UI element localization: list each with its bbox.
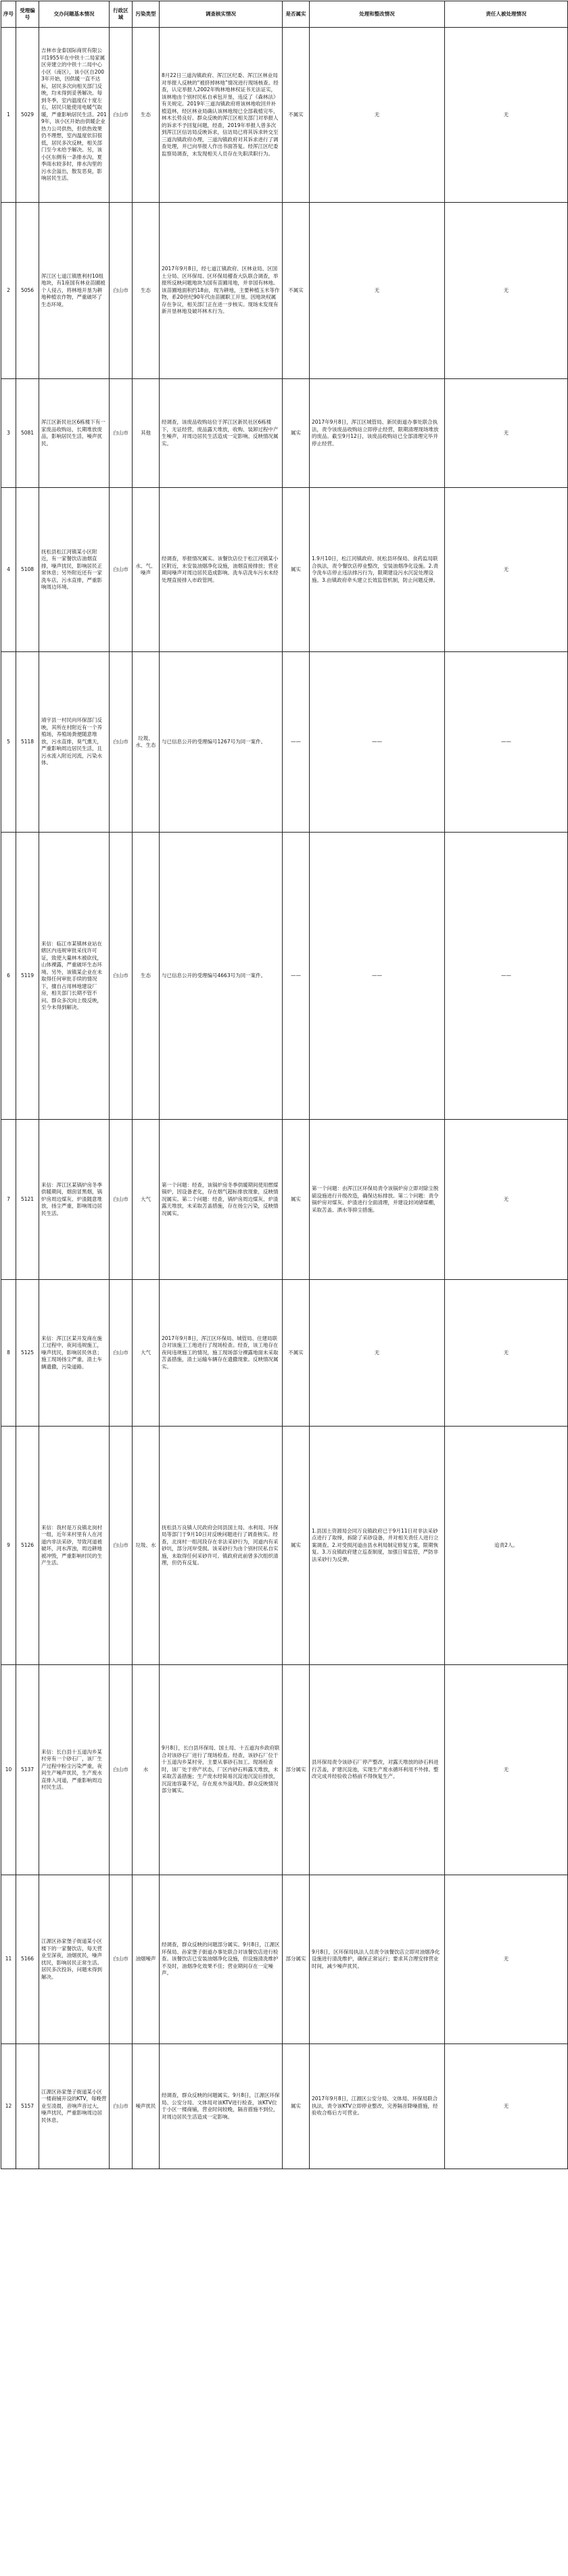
cell-finding: 与已信息公开的受理编号1267号为同一案件。 xyxy=(160,652,283,833)
cell-no: 1 xyxy=(1,28,16,203)
cell-handling: 无 xyxy=(310,28,445,203)
cell-no: 3 xyxy=(1,379,16,488)
cell-finding: 经调查，群众反映的问题部分属实。9月8日，江源区环保局、孙家堡子街道办事处联合对该餐饮店进行检查。该餐饮店已安装油烟净化设施，但设施清洗维护不及时，油烟净化效果不佳；营业期间存在一定噪声。 xyxy=(160,1875,283,2044)
cell-handling: 2017年9月8日，浑江区城管局、新民街道办事处联合执法，责令该废品收购站立即停止经营，限期清理现场堆放的废品。截至9月12日，该废品收购站已全部清理完毕并停止经营。 xyxy=(310,379,445,488)
cell-no: 9 xyxy=(1,1427,16,1665)
cell-type: 噪声扰民 xyxy=(133,2044,160,2169)
cell-finding: 9月8日，长白县环保局、国土局、十五道沟乡政府联合对该砂石厂进行了现场检查。经查，该砂石厂位于十五道沟乡某村旁，主要从事砂石加工。现场检查时，该厂处于停产状态，厂区内砂石料露天堆放，未采取苫盖措施；生产废水经简易沉淀池沉淀后排放，沉淀池容量不足，存在废水外溢风险。群众反映情况部分属实。 xyxy=(160,1665,283,1875)
header-id: 受理编号 xyxy=(16,1,39,28)
cell-finding: 8月22日三道沟镇政府、浑江区纪委、浑江区林业局对举报人反映的“被挤掉林地”情况进行现场核查。经查，认定举报人2002年购林地林权证书无法证实，该林地由个别村民私自承包开垦，违反了《森林法》有关规定。2019年三道沟镇政府将该林地收回并补植造林，经区林业局确认该林地现已全部栽植完毕，林木长势良好。群众反映的浑江区相关部门对举报人的诉求不予回复问题，经查，2019年举报人曾多次到浑江区信访局反映诉求，信访局已将其诉求转交至三道沟镇政府办理，三道沟镇政府对其诉求进行了调查处理，并已向举报人作出书面答复。经浑江区纪委监察局调查，未发现相关人员存在失职渎职行为。 xyxy=(160,28,283,203)
table-row xyxy=(1,652,568,833)
cell-no: 10 xyxy=(1,1665,16,1875)
cell-verified: —— xyxy=(283,652,310,833)
cell-finding: 第一个问题：经查，该锅炉房冬季供暖期间使用燃煤锅炉，因设备老化，存在烟气超标排放现象，反映情况属实。第二个问题：经查，锅炉房周边煤灰、炉渣露天堆放，未采取苫盖措施，存在扬尘污染，反映情况属实。 xyxy=(160,1120,283,1280)
cell-no: 2 xyxy=(1,203,16,379)
cell-verified: 部分属实 xyxy=(283,1875,310,2044)
cell-id: 5081 xyxy=(16,379,39,488)
cell-problem: 浑江区新民社区6栋楼下有一家废品收购站，长期堆放废品，影响居民生活，噪声扰民。 xyxy=(39,379,110,488)
cell-finding: 经调查，举报情况属实。该餐饮店位于松江河镇某小区附近，未安装油烟净化设施，油烟直接排放；营业期间噪声对周边居民造成影响。洗车店洗车污水未经处理直接排入市政管网。 xyxy=(160,488,283,652)
cell-id: 5126 xyxy=(16,1427,39,1665)
cell-accountability: 无 xyxy=(445,203,568,379)
cell-accountability: —— xyxy=(445,833,568,1120)
cell-type: 大气 xyxy=(133,1120,160,1280)
cell-verified: 不属实 xyxy=(283,203,310,379)
cell-no: 12 xyxy=(1,2044,16,2169)
cell-problem: 江源区孙家堡子街道某小区楼下的一家餐饮店，每天营业至深夜，油烟扰民，噪声扰民，影响居民正常生活。居民多次投诉，问题未得到解决。 xyxy=(39,1875,110,2044)
cell-accountability: 无 xyxy=(445,1875,568,2044)
cell-problem: 来信：浑江区某开发商在施工过程中，夜间违规施工，噪声扰民，影响居民休息；施工现场扬尘严重，渣土车辆遗撒，污染道路。 xyxy=(39,1280,110,1427)
table-header-row xyxy=(1,1,568,28)
cell-problem: 靖宇县一村民向环保部门反映，其所在村附近有一个养殖场，养殖场粪便随意堆放，污水直排，臭气熏天，严重影响周边居民生活，且污水流入附近河流，污染水体。 xyxy=(39,652,110,833)
cell-id: 5108 xyxy=(16,488,39,652)
cell-region: 白山市 xyxy=(110,488,133,652)
cell-finding: 经调查，该废品收购站位于浑江区新民社区6栋楼下，无证经营，废品露天堆放，收购、装卸过程中产生噪声，对周边居民生活造成一定影响。反映情况属实。 xyxy=(160,379,283,488)
cell-id: 5029 xyxy=(16,28,39,203)
cell-verified: 属实 xyxy=(283,379,310,488)
cell-verified: —— xyxy=(283,833,310,1120)
cell-finding: 抚松县万良镇人民政府会同县国土局、水利局、环保局等部门于9月10日对反映问题进行了调查核实。经查，北岗村一组河段存在非法采砂行为，河道内有采砂坑，部分河岸受损。该采砂行为由个别村民私自实施，未取得任何采砂许可。镇政府此前曾多次组织清理，但仍有反复。 xyxy=(160,1427,283,1665)
cell-type: 垃圾、水 xyxy=(133,1427,160,1665)
header-accountability: 责任人被处理情况 xyxy=(445,1,568,28)
cell-id: 5118 xyxy=(16,652,39,833)
cell-verified: 部分属实 xyxy=(283,1665,310,1875)
cell-accountability: 无 xyxy=(445,1120,568,1280)
cell-handling: 无 xyxy=(310,203,445,379)
cell-id: 5166 xyxy=(16,1875,39,2044)
case-table xyxy=(1,1,568,2169)
cell-accountability: 追责2人。 xyxy=(445,1427,568,1665)
table-row xyxy=(1,1875,568,2044)
cell-no: 6 xyxy=(1,833,16,1120)
cell-handling: 县环保局责令该砂石厂停产整改，对露天堆放的砂石料进行苫盖，扩建沉淀池，实现生产废水循环利用不外排。整改完成并经验收合格前不得恢复生产。 xyxy=(310,1665,445,1875)
cell-verified: 属实 xyxy=(283,1427,310,1665)
cell-type: 大气 xyxy=(133,1280,160,1427)
cell-type: 生态 xyxy=(133,28,160,203)
cell-finding: 与已信息公开的受理编号4663号为同一案件。 xyxy=(160,833,283,1120)
cell-type: 生态 xyxy=(133,203,160,379)
cell-region: 白山市 xyxy=(110,833,133,1120)
cell-region: 白山市 xyxy=(110,1280,133,1427)
cell-id: 5125 xyxy=(16,1280,39,1427)
cell-accountability: 无 xyxy=(445,28,568,203)
cell-handling: 9月8日，区环保局执法人员责令该餐饮店立即对油烟净化设施进行清洗维护，确保正常运行；要求其合理安排营业时间，减少噪声扰民。 xyxy=(310,1875,445,2044)
table-row xyxy=(1,1280,568,1427)
cell-region: 白山市 xyxy=(110,379,133,488)
cell-type: 垃圾、水、生态 xyxy=(133,652,160,833)
table-row xyxy=(1,1427,568,1665)
cell-problem: 来信：临江市某镇林业站在辖区内违规审批采伐许可证，致使大量林木被砍伐，山体裸露，严重破坏生态环境。另外，该镇某企业在未取得任何审批手续的情况下，擅自占用林地建设厂房，相关部门长期不管不问。群众多次向上级反映，至今未得到解决。 xyxy=(39,833,110,1120)
cell-handling: 1.县国土资源局会同万良镇政府已于9月11日对非法采砂点进行了取缔，拆除了采砂设备，并对相关责任人进行立案调查。2.对受损河道由县水利局制定修复方案，限期恢复。3.万良镇政府建立巡查制度，加强日常监管，严防非法采砂行为反弹。 xyxy=(310,1427,445,1665)
cell-problem: 抚松县松江河镇某小区附近，有一家餐饮店油烟直排，噪声扰民，影响居民正常休息；另外附近还有一家洗车店，污水直排，严重影响周边环境。 xyxy=(39,488,110,652)
cell-problem: 吉林市金泰国际商贸有限公司1955年在中铁十二局家属区旁建立的中铁十二局中心小区（南区），该小区自2003年开始，因供暖一直不达标，居民多次向相关部门反映，均未得到妥善解决。每到冬季，室内温度仅十度左右，居民只能使用电暖气取暖，严重影响居民生活。2019年，该小区开始由供暖企业热力公司供热，但供热效果仍不理想，室内温度依旧很低，居民多次反映，相关部门至今未给予解决。另，该小区东侧有一条排水沟，夏季雨水较多时，排水沟里的污水会溢出，散发恶臭，影响居民生活。 xyxy=(39,28,110,203)
cell-type: 水、气、噪声 xyxy=(133,488,160,652)
cell-type: 其他 xyxy=(133,379,160,488)
table-row xyxy=(1,28,568,203)
header-handling: 处理和整改情况 xyxy=(310,1,445,28)
cell-id: 5119 xyxy=(16,833,39,1120)
cell-finding: 经调查，群众反映的问题属实。9月8日，江源区环保局、公安分局、文体局对该KTV进行检查，该KTV位于小区一楼商铺，营业时间较晚，隔音措施不到位，对周边居民生活造成一定影响。 xyxy=(160,2044,283,2169)
cell-type: 生态 xyxy=(133,833,160,1120)
cell-problem: 来信：我村是万良镇北岗村一组，近年来村里有人在河道内非法采砂，导致河道被破坏，河水浑浊，周边耕地被冲毁，严重影响村民的生产生活。 xyxy=(39,1427,110,1665)
header-problem: 交办问题基本情况 xyxy=(39,1,110,28)
cell-verified: 属实 xyxy=(283,1120,310,1280)
cell-no: 4 xyxy=(1,488,16,652)
cell-region: 白山市 xyxy=(110,28,133,203)
cell-id: 5137 xyxy=(16,1665,39,1875)
cell-handling: —— xyxy=(310,652,445,833)
cell-accountability: 无 xyxy=(445,2044,568,2169)
table-row xyxy=(1,1120,568,1280)
cell-accountability: 无 xyxy=(445,488,568,652)
cell-id: 5157 xyxy=(16,2044,39,2169)
cell-verified: 属实 xyxy=(283,2044,310,2169)
cell-verified: 不属实 xyxy=(283,1280,310,1427)
cell-handling: 第一个问题：由浑江区环保局责令该锅炉房立即对除尘脱硫设施进行升级改造，确保达标排放。第二个问题：责令锅炉房对煤灰、炉渣进行全面清理，并建设封闭储煤棚，采取苫盖、洒水等抑尘措施。 xyxy=(310,1120,445,1280)
cell-region: 白山市 xyxy=(110,2044,133,2169)
table-row xyxy=(1,2044,568,2169)
cell-verified: 不属实 xyxy=(283,28,310,203)
cell-accountability: 无 xyxy=(445,1280,568,1427)
cell-finding: 2017年9月8日，浑江区环保局、城管局、住建局联合对该施工工地进行了现场检查。经查，该工地存在夜间违规施工的情况，施工现场部分裸露地面未采取苫盖措施，渣土运输车辆存在遗撒现象。反映情况属实。 xyxy=(160,1280,283,1427)
cell-problem: 来信：浑江区某锅炉房冬季供暖期间，烟囱冒黑烟，锅炉房周边煤灰、炉渣随意堆放，扬尘严重，影响周边居民生活。 xyxy=(39,1120,110,1280)
cell-type: 水 xyxy=(133,1665,160,1875)
header-no: 序号 xyxy=(1,1,16,28)
header-verified: 是否属实 xyxy=(283,1,310,28)
table-row xyxy=(1,1665,568,1875)
cell-accountability: 无 xyxy=(445,1665,568,1875)
cell-accountability: 无 xyxy=(445,379,568,488)
cell-no: 11 xyxy=(1,1875,16,2044)
cell-region: 白山市 xyxy=(110,203,133,379)
cell-verified: 属实 xyxy=(283,488,310,652)
table-row xyxy=(1,488,568,652)
table-row xyxy=(1,833,568,1120)
header-finding: 调查核实情况 xyxy=(160,1,283,28)
cell-id: 5121 xyxy=(16,1120,39,1280)
cell-problem: 浑江区七道江镇胜利村10组地块，有1座国有林业苗圃被个人侵占，将林地开垦为耕地种植农作物，严重破坏了生态环境。 xyxy=(39,203,110,379)
table-row xyxy=(1,379,568,488)
cell-accountability: —— xyxy=(445,652,568,833)
cell-region: 白山市 xyxy=(110,1427,133,1665)
header-type: 污染类型 xyxy=(133,1,160,28)
cell-no: 8 xyxy=(1,1280,16,1427)
cell-no: 7 xyxy=(1,1120,16,1280)
cell-handling: 1.9月10日，松江河镇政府、抚松县环保局、食药监局联合执法，责令餐饮店停业整改，安装油烟净化设施。2.责令洗车店停止违法排污行为，限期建设污水沉淀处理设施。3.由镇政府牵头建立长效监管机制，防止问题反弹。 xyxy=(310,488,445,652)
cell-handling: 2017年9月8日，江源区公安分局、文体局、环保局联合执法，责令该KTV立即停业整改，完善隔音降噪措施，经验收合格后方可营业。 xyxy=(310,2044,445,2169)
cell-finding: 2017年9月8日，经七道江镇政府、区林业局、区国土分局、区环保局、区环保局稽查大队联合调查，举报所反映问题地块为国有苗圃用地，并非国有林地。该苗圃地面积约18亩，现为耕地，主要种植玉米等作物，系20世纪90年代由苗圃职工开垦。因地块权属存在争议，相关部门正在进一步核实。现场未发现有新开垦林地及破坏林木行为。 xyxy=(160,203,283,379)
cell-problem: 江源区孙家堡子街道某小区一楼商铺开设的KTV，每晚营业至凌晨，音响声音过大，噪声扰民，严重影响周边居民休息。 xyxy=(39,2044,110,2169)
cell-handling: 无 xyxy=(310,1280,445,1427)
header-region: 行政区域 xyxy=(110,1,133,28)
table-row xyxy=(1,203,568,379)
cell-handling: —— xyxy=(310,833,445,1120)
cell-problem: 来信：长白县十五道沟乡某村旁有一个砂石厂，该厂生产过程中粉尘污染严重，夜间生产噪声扰民，生产废水直排入河道，严重影响周边村民生活。 xyxy=(39,1665,110,1875)
cell-no: 5 xyxy=(1,652,16,833)
cell-region: 白山市 xyxy=(110,1120,133,1280)
cell-region: 白山市 xyxy=(110,652,133,833)
cell-id: 5056 xyxy=(16,203,39,379)
cell-region: 白山市 xyxy=(110,1665,133,1875)
cell-type: 油烟噪声 xyxy=(133,1875,160,2044)
cell-region: 白山市 xyxy=(110,1875,133,2044)
